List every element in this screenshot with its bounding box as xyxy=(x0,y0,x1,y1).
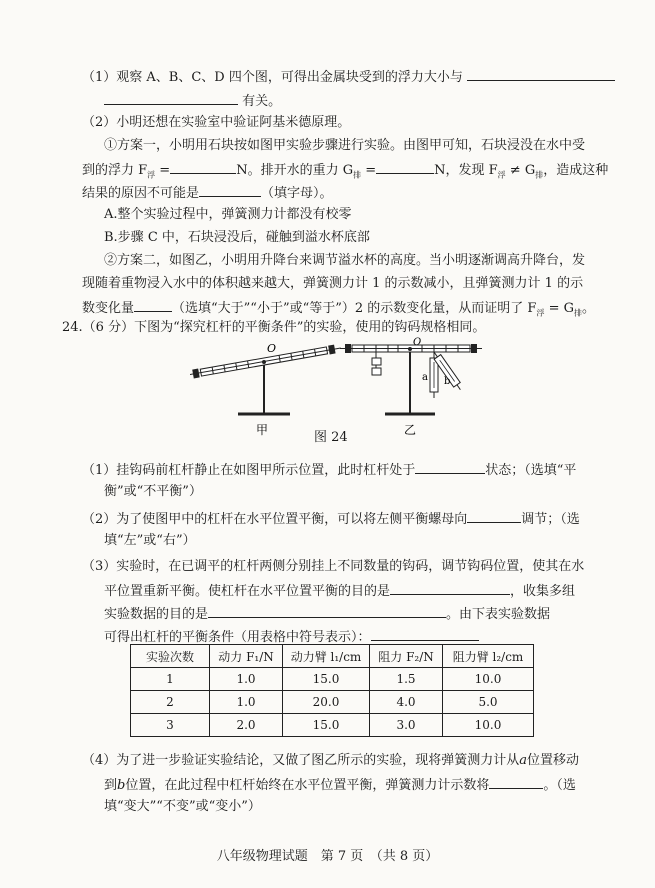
text: 。（选 xyxy=(543,778,576,793)
subscript: 排 xyxy=(353,170,362,180)
text: （2）为了使图甲中的杠杆在水平位置平衡，可以将左侧平衡螺母向 xyxy=(82,512,468,527)
answer-blank[interactable] xyxy=(199,184,261,197)
q23-option-b: B.步骤 C 中，石块浸没后，碰触到溢水杯底部 xyxy=(104,230,370,245)
table-header: 阻力 F₂/N xyxy=(370,645,443,668)
text: （选填“大于”“小于”或“等于”）2 的示数变化量，从而证明了 F xyxy=(172,301,537,316)
pivot-label-b: O xyxy=(413,337,422,348)
text: ，收集多组 xyxy=(510,584,576,599)
table-cell: 4.0 xyxy=(370,691,443,714)
text: b xyxy=(117,778,126,793)
position-label-a: a xyxy=(422,372,428,383)
figure-label-jia: 甲 xyxy=(256,423,269,437)
q23-option-a: A.整个实验过程中，弹簧测力计都没有校零 xyxy=(104,207,352,222)
text: = G xyxy=(544,301,574,316)
text: （填字母）。 xyxy=(261,186,333,201)
text: 调节；（选 xyxy=(521,512,580,527)
answer-blank[interactable] xyxy=(415,461,485,474)
table-cell: 2.0 xyxy=(210,714,283,737)
q24-s1-line1 xyxy=(82,461,576,479)
figure-label-yi: 乙 xyxy=(404,423,417,437)
q23-plan2-line1: ②方案二，如图乙，小明用升降台来调节溢水杯的高度。当小明逐渐调高升降台，发 xyxy=(104,253,586,268)
table-cell: 2 xyxy=(131,691,210,714)
table-cell: 5.0 xyxy=(443,691,534,714)
page-footer: 八年级物理试题 第 7 页 （共 8 页） xyxy=(216,849,439,864)
answer-blank[interactable] xyxy=(376,161,434,174)
answer-blank[interactable] xyxy=(170,161,236,174)
text: = xyxy=(155,163,171,178)
text: 实验数据的目的是 xyxy=(104,607,209,622)
answer-blank[interactable] xyxy=(134,299,172,312)
q23-plan1-line2 xyxy=(82,161,608,184)
q24-s4-line1 xyxy=(82,753,579,769)
text: ≠ G xyxy=(505,163,536,178)
q23-part2: （2）小明还想在实验室中验证阿基米德原理。 xyxy=(82,115,351,130)
table-cell: 1.5 xyxy=(370,668,443,691)
subscript: 排 xyxy=(535,170,544,180)
q23-part1 xyxy=(82,68,615,86)
q24-s2-line1 xyxy=(82,510,580,528)
figure-caption: 图 24 xyxy=(314,430,348,445)
answer-blank[interactable] xyxy=(467,510,521,523)
text: 到 xyxy=(104,778,118,793)
q24-s3-line2 xyxy=(104,582,575,600)
q24-s3-line3 xyxy=(104,605,550,623)
table-cell: 3.0 xyxy=(370,714,443,737)
table-header: 动力 F₁/N xyxy=(210,645,283,668)
table-row xyxy=(131,714,534,737)
q23-part1-end: 有关。 xyxy=(242,94,282,109)
table-header: 阻力臂 l₂/cm xyxy=(443,645,534,668)
table-cell: 15.0 xyxy=(283,668,370,691)
q24-s4-line2 xyxy=(104,776,576,794)
table-cell: 3 xyxy=(131,714,210,737)
answer-blank[interactable] xyxy=(104,92,238,105)
subscript: 浮 xyxy=(147,170,156,180)
subscript: 浮 xyxy=(536,308,545,318)
figure-24 xyxy=(190,336,490,441)
q23-plan2-line2: 现随着重物浸入水中的体积越来越大，弹簧测力计 1 的示数减小，且弹簧测力计 1 的示 xyxy=(82,276,584,291)
text: N，发现 F xyxy=(434,163,498,178)
position-label-b: b xyxy=(444,376,451,387)
q23-plan2-line3 xyxy=(82,299,595,322)
text: 可得出杠杆的平衡条件（用表格中符号表示）： xyxy=(104,630,371,645)
table-cell: 10.0 xyxy=(443,668,534,691)
text: 。由下表实验数据 xyxy=(446,607,551,622)
table-cell: 1.0 xyxy=(210,691,283,714)
pivot-label-a: O xyxy=(267,342,277,355)
answer-blank[interactable] xyxy=(390,582,510,595)
q23-plan1-line1: ①方案一，小明用石块按如图甲实验步骤进行实验。由图甲可知，石块浸没在水中受 xyxy=(104,138,586,153)
text: （1）挂钩码前杠杆静止在如图甲所示位置，此时杠杆处于 xyxy=(82,463,416,478)
table-row xyxy=(131,691,534,714)
answer-blank[interactable] xyxy=(467,68,615,81)
table-header-row xyxy=(131,645,534,668)
table-cell: 15.0 xyxy=(283,714,370,737)
text: ，造成这种 xyxy=(543,163,609,178)
q24-s3-line1: （3）实验时，在已调平的杠杆两侧分别挂上不同数量的钩码，调节钩码位置，使其在水 xyxy=(82,559,585,574)
answer-blank[interactable] xyxy=(371,628,479,641)
table-header: 实验次数 xyxy=(131,645,210,668)
q23-plan1-line3 xyxy=(82,184,333,202)
table-row xyxy=(131,668,534,691)
q24-s4-line3: 填“变大”“不变”或“变小”） xyxy=(104,799,261,814)
experiment-data-table xyxy=(130,644,534,737)
figure-a-lever xyxy=(190,344,342,414)
table-cell: 20.0 xyxy=(283,691,370,714)
text: = xyxy=(361,163,377,178)
answer-blank[interactable] xyxy=(489,776,543,789)
table-header: 动力臂 l₁/cm xyxy=(283,645,370,668)
text: 结果的原因不可能是 xyxy=(82,186,200,201)
text: 平位置重新平衡。使杠杆在水平位置平衡的目的是 xyxy=(104,584,391,599)
text: 。 xyxy=(582,301,596,316)
answer-blank[interactable] xyxy=(208,605,446,618)
figure-b-lever xyxy=(340,344,482,414)
text: a xyxy=(519,753,528,768)
subscript: 排 xyxy=(574,308,582,318)
q23-part1-text: （1）观察 A、B、C、D 四个图，可得出金属块受到的浮力大小与 xyxy=(82,70,463,85)
text: 位置，在此过程中杠杆始终在水平位置平衡，弹簧测力计示数将 xyxy=(125,778,490,793)
table-cell: 1 xyxy=(131,668,210,691)
text: 到的浮力 F xyxy=(82,163,148,178)
q24-heading: 24.（6 分）下图为“探究杠杆的平衡条件”的实验，使用的钩码规格相同。 xyxy=(62,320,486,335)
q24-s1-line2: 衡”或“不平衡”） xyxy=(104,484,202,499)
subscript: 浮 xyxy=(497,170,506,180)
text: （4）为了进一步验证实验结论，又做了图乙所示的实验，现将弹簧测力计从 xyxy=(82,753,520,768)
text: 状态；（选填“平 xyxy=(485,463,577,478)
q24-s2-line2: 填“左”或“右”） xyxy=(104,533,196,548)
text: 数变化量 xyxy=(82,301,135,316)
table-cell: 1.0 xyxy=(210,668,283,691)
table-cell: 10.0 xyxy=(443,714,534,737)
q23-part1-cont xyxy=(104,92,281,110)
text: 位置移动 xyxy=(527,753,580,768)
text: N。排开水的重力 G xyxy=(236,163,354,178)
